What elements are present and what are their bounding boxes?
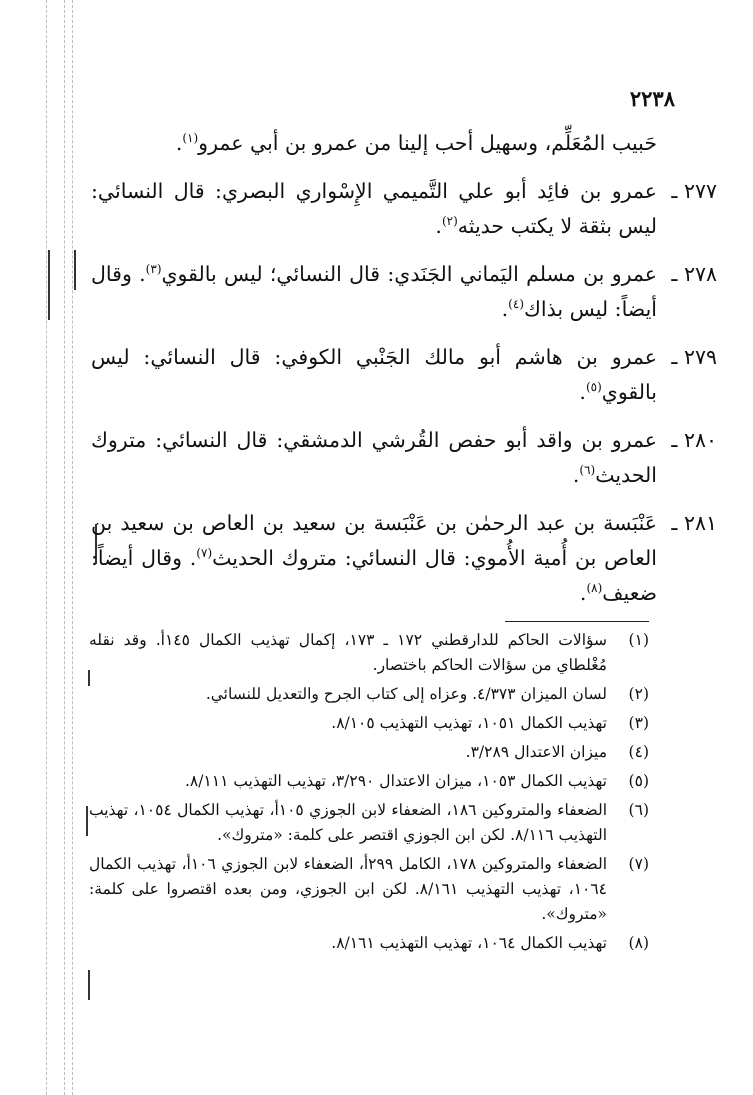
footnote-number: (٢) <box>628 685 649 703</box>
footnote-ref: (٢) <box>441 214 458 229</box>
footnote-text: تهذيب الكمال ١٠٥٣، ميزان الاعتدال ٣/٢٩٠، تهذيب التهذيب ٨/١١١. <box>184 772 607 790</box>
entry-text: وقال أيضاً: ضعيف <box>91 546 657 605</box>
intro-text: حَبيب المُعَلِّم، وسهيل أحب إلينا من عمرو بن أبي عمرو <box>198 131 657 155</box>
footnote <box>89 682 649 707</box>
scan-edge-line <box>64 0 65 1095</box>
footnote-number: (٦) <box>628 801 649 819</box>
scan-mark <box>74 250 76 290</box>
entry-280: ٢٨٠ ـ عمرو بن واقد أبو حفص القُرشي الدمشقي: قال النسائي: متروك الحديث$^{(٦)}$. <box>91 423 657 493</box>
footnote-separator <box>505 621 649 622</box>
entry-text: عمرو بن مسلم اليَماني الجَنَدي: قال النسائي؛ ليس بالقوي <box>161 262 657 286</box>
footnote-text: تهذيب الكمال ١٠٦٤، تهذيب التهذيب ٨/١٦١. <box>331 934 607 952</box>
footnote-ref: (٣) <box>145 262 162 277</box>
entry-number: ٢٨٠ ـ <box>671 428 717 452</box>
entry-text: عمرو بن هاشم أبو مالك الجَنْبي الكوفي: قال النسائي: ليس بالقوي <box>91 345 657 404</box>
entry-number: ٢٨١ ـ <box>671 511 717 535</box>
footnote-number: (٧) <box>628 855 649 873</box>
scan-edge-line <box>46 0 47 1095</box>
footnote <box>89 798 649 848</box>
footnote-text: الضعفاء والمتروكين ١٨٦، الضعفاء لابن الجوزي ١٠٥أ، تهذيب الكمال ١٠٥٤، تهذيب التهذيب ٨/١١٦. لكن ابن الجوزي اقتصر على كلمة: «متروك». <box>89 801 607 844</box>
entry-text: عمرو بن فائِد أبو علي التَّميمي الإِسْواري البصري: قال النسائي: ليس بثقة لا يكتب حديثه <box>91 179 657 238</box>
footnote-number: (٣) <box>628 714 649 732</box>
footnote-text: ميزان الاعتدال ٣/٢٨٩. <box>465 743 607 761</box>
footnote-ref: (٦) <box>579 463 596 478</box>
entry-text: عَنْبَسة بن عبد الرحمٰن بن عَنْبَسة بن سعيد بن العاص بن سعيد بن العاص بن أُمية الأُموي: قال النسائي: متروك الحديث <box>91 511 657 570</box>
footnote <box>89 931 649 956</box>
scan-edge-line <box>72 0 73 1095</box>
scan-mark <box>86 806 88 836</box>
entry-number: ٢٧٩ ـ <box>671 345 717 369</box>
scan-mark <box>48 250 50 320</box>
footnote-ref: (٥) <box>585 380 602 395</box>
page-number: ٢٢٣٨ <box>629 86 675 111</box>
footnote-text: سؤالات الحاكم للدارقطني ١٧٢ ـ ١٧٣، إكمال تهذيب الكمال ١٤٥أ. وقد نقله مُغْلطاي من سؤالات الحاكم باختصار. <box>89 631 608 674</box>
entry-279: ٢٧٩ ـ عمرو بن هاشم أبو مالك الجَنْبي الكوفي: قال النسائي: ليس بالقوي$^{(٥)}$. <box>91 340 657 410</box>
footnote-text: تهذيب الكمال ١٠٥١، تهذيب التهذيب ٨/١٠٥. <box>331 714 607 732</box>
entry-281: ٢٨١ ـ عَنْبَسة بن عبد الرحمٰن بن عَنْبَسة بن سعيد بن العاص بن سعيد بن العاص بن أُمية الأُموي: قال النسائي: متروك الحديث$^{(٧)}$. وقال أيضاً: ضعيف$^{(٨)}$. <box>91 506 657 611</box>
entry-277: ٢٧٧ ـ عمرو بن فائِد أبو علي التَّميمي الإِسْواري البصري: قال النسائي: ليس بثقة لا يكتب حديثه$^{(٢)}$. <box>91 174 657 244</box>
entry-number: ٢٧٧ ـ <box>671 179 717 203</box>
footnote-ref: (١) <box>182 131 199 146</box>
footnote <box>89 711 649 736</box>
entry-text: وقال أيضاً: ليس بذاك <box>91 262 657 321</box>
footnote-text: الضعفاء والمتروكين ١٧٨، الكامل ٢٩٩أ، الضعفاء لابن الجوزي ١٠٦أ، تهذيب الكمال ١٠٦٤، تهذيب التهذيب ٨/١٦١. لكن ابن الجوزي، ومن بعده اقتصروا على كلمة: «متروك». <box>89 855 607 923</box>
entry-278: ٢٧٨ ـ عمرو بن مسلم اليَماني الجَنَدي: قال النسائي؛ ليس بالقوي$^{(٣)}$. وقال أيضاً: ليس بذاك$^{(٤)}$. <box>91 257 657 327</box>
footnotes <box>89 628 649 960</box>
footnote-ref: (٧) <box>196 546 213 561</box>
footnote-number: (١) <box>628 631 649 649</box>
footnote <box>89 628 649 678</box>
footnote <box>89 852 649 927</box>
footnote-text: لسان الميزان ٤/٣٧٣. وعزاه إلى كتاب الجرح والتعديل للنسائي. <box>205 685 607 703</box>
entry-number: ٢٧٨ ـ <box>671 262 717 286</box>
footnote-ref: (٤) <box>508 297 524 312</box>
entry-text: عمرو بن واقد أبو حفص القُرشي الدمشقي: قال النسائي: متروك الحديث <box>91 428 657 487</box>
footnote-number: (٨) <box>628 934 649 952</box>
footnote-number: (٤) <box>628 743 649 761</box>
intro-line: حَبيب المُعَلِّم، وسهيل أحب إلينا من عمرو بن أبي عمرو$^{(١)}$. <box>175 131 657 155</box>
footnote-number: (٥) <box>628 772 649 790</box>
main-text <box>91 126 717 624</box>
footnote-ref: (٨) <box>586 581 603 596</box>
footnote <box>89 769 649 794</box>
scan-mark <box>88 970 90 1000</box>
footnote <box>89 740 649 765</box>
